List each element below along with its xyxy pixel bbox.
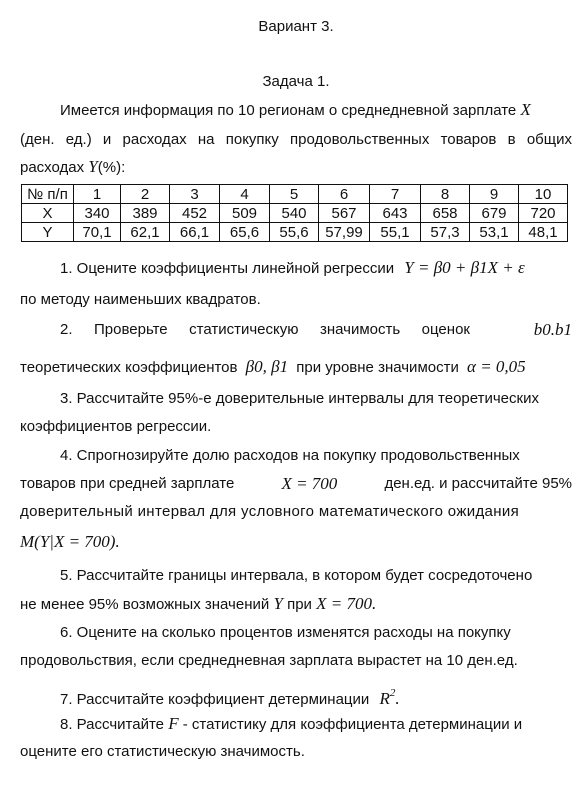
table-cell-x: 720 [519, 204, 568, 223]
table-header-row [22, 185, 568, 204]
table-cell-y: 57,99 [319, 223, 370, 242]
table-header-cell: 6 [319, 185, 370, 204]
q2-word: 2. [60, 321, 73, 338]
q8-text-1b: - статистику для коэффициента детерминации и [182, 716, 523, 733]
q2-coefs: β0, β1 [245, 357, 289, 376]
table-cell-y: 57,3 [421, 223, 470, 242]
q7-formula: $R^2$. [379, 687, 400, 708]
intro-text-3a: расходах [20, 159, 85, 176]
intro-word: общих [526, 131, 572, 148]
q2-word: оценок [421, 321, 470, 338]
q1-line-2: по методу наименьших квадратов. [20, 291, 261, 308]
q4-line-1: 4. Спрогнозируйте долю расходов на покупку продовольственных [60, 447, 520, 464]
table-cell-x: 643 [370, 204, 421, 223]
table-row-label: Y [22, 223, 74, 242]
table-row-label: X [22, 204, 74, 223]
q7-line [20, 683, 572, 710]
q4-text-2b: ден.ед. и рассчитайте 95% [384, 475, 572, 492]
q2-line-1 [20, 320, 572, 340]
q2-word: значимость [319, 321, 401, 338]
q7-text: 7. Рассчитайте коэффициент детерминации [60, 691, 370, 708]
q6-line-2: продовольствия, если среднедневная зарплата вырастет на 10 ден.ед. [20, 652, 518, 669]
q8-text-1a: 8. Рассчитайте [60, 716, 165, 733]
q3-line-2: коэффициентов регрессии. [20, 418, 212, 435]
table-cell-x: 679 [470, 204, 519, 223]
table-cell-x: 389 [121, 204, 170, 223]
q8-line-2: оцените его статистическую значимость. [20, 743, 305, 760]
q2-word: Проверьте [94, 321, 168, 338]
q2-text-2a: теоретических коэффициентов [20, 359, 238, 376]
q8-var-f: F [168, 714, 179, 733]
data-table [21, 184, 568, 242]
intro-line-3 [20, 157, 572, 178]
q5-var-y: Y [273, 594, 283, 613]
table-cell-y: 48,1 [519, 223, 568, 242]
table-header-cell: 1 [74, 185, 121, 204]
q4-text-2a: товаров при средней зарплате [20, 475, 235, 492]
table-cell-x: 340 [74, 204, 121, 223]
intro-line-1 [20, 100, 572, 121]
q1-line-1 [20, 258, 572, 279]
intro-word: и [102, 131, 112, 148]
q5-text-2a: не менее 95% возможных значений [20, 596, 270, 613]
table-header-cell: 10 [519, 185, 568, 204]
table-cell-x: 540 [270, 204, 319, 223]
q4-line-4: M(Y|X = 700). [20, 532, 120, 551]
q5-formula: X = 700. [316, 594, 377, 613]
table-cell-y: 62,1 [121, 223, 170, 242]
table-header-cell: 2 [121, 185, 170, 204]
table-row-label: № п/п [22, 185, 74, 204]
q6-line-1: 6. Оцените на сколько процентов изменятся расходы на покупку [60, 624, 511, 641]
var-x: X [520, 100, 531, 119]
q5-line-2 [20, 594, 572, 615]
q5-line-1: 5. Рассчитайте границы интервала, в котором будет сосредоточено [60, 567, 533, 584]
q2-word: статистическую [189, 321, 299, 338]
q1-text: 1. Оцените коэффициенты линейной регрессии [60, 260, 395, 277]
q2-estimates: b0.b1 [533, 320, 572, 339]
q1-formula: Y = β0 + β1X + ε [404, 258, 525, 277]
intro-word: в [507, 131, 516, 148]
intro-word: покупку [225, 131, 279, 148]
table-header-cell: 9 [470, 185, 519, 204]
q4-line-3: доверительный интервал для условного математического ожидания [20, 503, 520, 520]
intro-word: расходах [122, 131, 187, 148]
q2-text [60, 320, 470, 340]
table-cell-y: 53,1 [470, 223, 519, 242]
table-header-cell: 7 [370, 185, 421, 204]
table-cell-y: 65,6 [220, 223, 270, 242]
intro-word: ед.) [65, 131, 92, 148]
table-cell-y: 70,1 [74, 223, 121, 242]
variant-title: Вариант 3. [258, 18, 334, 35]
table-cell-y: 55,1 [370, 223, 421, 242]
intro-word: (ден. [20, 131, 55, 148]
q2-alpha: α = 0,05 [467, 357, 526, 376]
table-cell-y: 55,6 [270, 223, 319, 242]
table-row-y [22, 223, 568, 242]
q4-formula-x: X = 700 [281, 474, 338, 493]
q2-line-2 [20, 357, 572, 378]
q8-line-1 [20, 714, 572, 735]
table-cell-x: 452 [170, 204, 220, 223]
q4-line-2 [20, 474, 572, 494]
table-cell-x: 509 [220, 204, 270, 223]
table-header-cell: 4 [220, 185, 270, 204]
task-title: Задача 1. [262, 73, 330, 90]
intro-word: товаров [440, 131, 497, 148]
q3-line-1: 3. Рассчитайте 95%-е доверительные интервалы для теоретических [60, 390, 539, 407]
intro-line-2 [20, 130, 572, 150]
var-y: Y [88, 157, 98, 176]
table-header-cell: 3 [170, 185, 220, 204]
q5-text-2b: при [287, 596, 312, 613]
table-cell-x: 658 [421, 204, 470, 223]
intro-text-3b: (%): [97, 159, 126, 176]
table-cell-y: 66,1 [170, 223, 220, 242]
q2-text-2b: при уровне значимости [296, 359, 459, 376]
table-row-x [22, 204, 568, 223]
intro-word: на [197, 131, 215, 148]
table-header-cell: 5 [270, 185, 319, 204]
intro-text: Имеется информация по 10 регионам о среднедневной зарплате [60, 102, 517, 119]
table-cell-x: 567 [319, 204, 370, 223]
intro-word: продовольственных [290, 131, 430, 148]
table-header-cell: 8 [421, 185, 470, 204]
